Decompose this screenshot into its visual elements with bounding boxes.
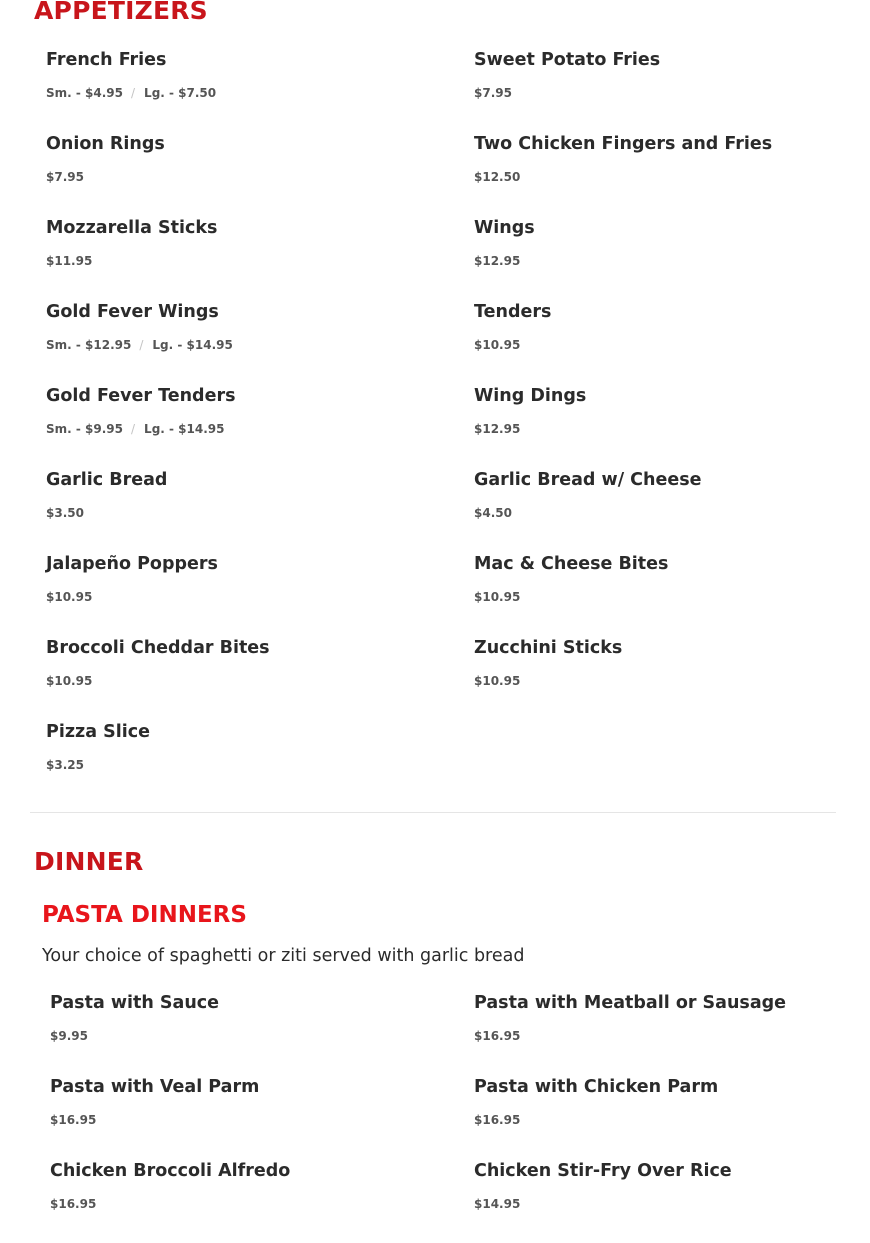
menu-item bbox=[474, 991, 844, 1075]
menu-item-name: Mozzarella Sticks bbox=[46, 218, 218, 238]
menu-item-name: Chicken Broccoli Alfredo bbox=[50, 1161, 291, 1181]
menu-item-name: Broccoli Cheddar Bites bbox=[46, 638, 270, 658]
menu-item bbox=[474, 1159, 844, 1243]
menu-item-price bbox=[474, 589, 520, 605]
menu-item-price bbox=[50, 1028, 88, 1044]
menu-item-price bbox=[50, 1196, 96, 1212]
menu-item bbox=[46, 552, 474, 636]
price-value: Lg. - $14.95 bbox=[152, 338, 233, 352]
price-value: $11.95 bbox=[46, 254, 93, 268]
menu-item-price bbox=[474, 169, 520, 185]
appetizers-heading: APPETIZERS bbox=[34, 0, 208, 25]
menu-item-price bbox=[474, 1028, 520, 1044]
menu-item-price bbox=[474, 505, 512, 521]
menu-item-name: Wings bbox=[474, 218, 535, 238]
menu-item-price bbox=[46, 673, 92, 689]
price-value: $7.95 bbox=[46, 170, 84, 184]
menu-item-name: Pasta with Sauce bbox=[50, 993, 220, 1013]
price-value: Lg. - $14.95 bbox=[144, 422, 225, 436]
price-value: $12.50 bbox=[474, 170, 521, 184]
menu-item bbox=[50, 1075, 474, 1159]
menu-item-price bbox=[474, 253, 520, 269]
menu-item-price bbox=[474, 673, 520, 689]
menu-item bbox=[46, 468, 474, 552]
menu-item-name: Chicken Stir-Fry Over Rice bbox=[474, 1161, 732, 1181]
price-value: $3.25 bbox=[46, 758, 84, 772]
price-value: $4.50 bbox=[474, 506, 512, 520]
price-value: $10.95 bbox=[474, 590, 521, 604]
menu-item bbox=[474, 1075, 844, 1159]
pasta-dinners-menu-list bbox=[50, 991, 844, 1243]
appetizers-menu-list bbox=[46, 48, 844, 804]
price-value: Sm. - $12.95 bbox=[46, 338, 132, 352]
section-divider bbox=[30, 812, 836, 813]
menu-item-price bbox=[474, 337, 520, 353]
menu-item bbox=[46, 384, 474, 468]
price-value: $7.95 bbox=[474, 86, 512, 100]
menu-item bbox=[46, 636, 474, 720]
menu-item-name: Mac & Cheese Bites bbox=[474, 554, 669, 574]
menu-item bbox=[474, 384, 844, 468]
menu-item bbox=[46, 720, 474, 804]
menu-item bbox=[46, 132, 474, 216]
menu-item bbox=[474, 636, 844, 720]
menu-item-price bbox=[46, 337, 233, 353]
menu-item-name: Wing Dings bbox=[474, 386, 587, 406]
menu-item bbox=[50, 991, 474, 1075]
menu-item-name: Sweet Potato Fries bbox=[474, 50, 661, 70]
price-value: $10.95 bbox=[474, 674, 521, 688]
price-value: Sm. - $9.95 bbox=[46, 422, 123, 436]
price-separator: / bbox=[139, 338, 144, 352]
menu-item bbox=[50, 1159, 474, 1243]
price-separator: / bbox=[131, 86, 136, 100]
menu-item-price bbox=[46, 589, 92, 605]
price-value: $10.95 bbox=[474, 338, 521, 352]
menu-item bbox=[474, 468, 844, 552]
menu-item-name: Pasta with Meatball or Sausage bbox=[474, 993, 787, 1013]
menu-item-price bbox=[46, 505, 84, 521]
menu-item-name: Tenders bbox=[474, 302, 552, 322]
menu-item-name: Garlic Bread w/ Cheese bbox=[474, 470, 702, 490]
menu-item bbox=[474, 216, 844, 300]
price-value: $10.95 bbox=[46, 590, 93, 604]
menu-item-name: Two Chicken Fingers and Fries bbox=[474, 134, 773, 154]
price-value: $16.95 bbox=[50, 1197, 97, 1211]
menu-item bbox=[474, 48, 844, 132]
menu-item-price bbox=[46, 421, 224, 437]
menu-item-name: Garlic Bread bbox=[46, 470, 168, 490]
menu-item-price bbox=[46, 253, 92, 269]
menu-item-price bbox=[474, 421, 520, 437]
price-value: $14.95 bbox=[474, 1197, 521, 1211]
menu-item-price bbox=[474, 85, 512, 101]
price-value: $12.95 bbox=[474, 422, 521, 436]
menu-item-name: Pasta with Chicken Parm bbox=[474, 1077, 719, 1097]
menu-item-price bbox=[46, 85, 216, 101]
price-value: $16.95 bbox=[50, 1113, 97, 1127]
pasta-dinners-description: Your choice of spaghetti or ziti served with garlic bread bbox=[42, 946, 525, 966]
price-value: $12.95 bbox=[474, 254, 521, 268]
menu-item-name: Gold Fever Tenders bbox=[46, 386, 236, 406]
menu-item-price bbox=[46, 169, 84, 185]
menu-item-name: Onion Rings bbox=[46, 134, 165, 154]
price-value: Lg. - $7.50 bbox=[144, 86, 217, 100]
price-separator: / bbox=[131, 422, 136, 436]
menu-item-name: French Fries bbox=[46, 50, 167, 70]
price-value: $9.95 bbox=[50, 1029, 88, 1043]
menu-item-price bbox=[474, 1196, 520, 1212]
dinner-heading: DINNER bbox=[34, 847, 144, 876]
menu-item bbox=[474, 132, 844, 216]
menu-item-name: Pasta with Veal Parm bbox=[50, 1077, 260, 1097]
price-value: Sm. - $4.95 bbox=[46, 86, 123, 100]
price-value: $16.95 bbox=[474, 1113, 521, 1127]
menu-item-price bbox=[50, 1112, 96, 1128]
price-value: $3.50 bbox=[46, 506, 84, 520]
menu-item bbox=[474, 552, 844, 636]
menu-item-name: Jalapeño Poppers bbox=[46, 554, 218, 574]
menu-item-name: Gold Fever Wings bbox=[46, 302, 219, 322]
menu-item-price bbox=[46, 757, 84, 773]
menu-item-name: Pizza Slice bbox=[46, 722, 150, 742]
menu-item-name: Zucchini Sticks bbox=[474, 638, 623, 658]
menu-item-price bbox=[474, 1112, 520, 1128]
menu-item bbox=[46, 216, 474, 300]
pasta-dinners-heading: PASTA DINNERS bbox=[42, 902, 247, 928]
price-value: $10.95 bbox=[46, 674, 93, 688]
menu-item bbox=[46, 300, 474, 384]
menu-item bbox=[474, 300, 844, 384]
price-value: $16.95 bbox=[474, 1029, 521, 1043]
menu-item bbox=[46, 48, 474, 132]
